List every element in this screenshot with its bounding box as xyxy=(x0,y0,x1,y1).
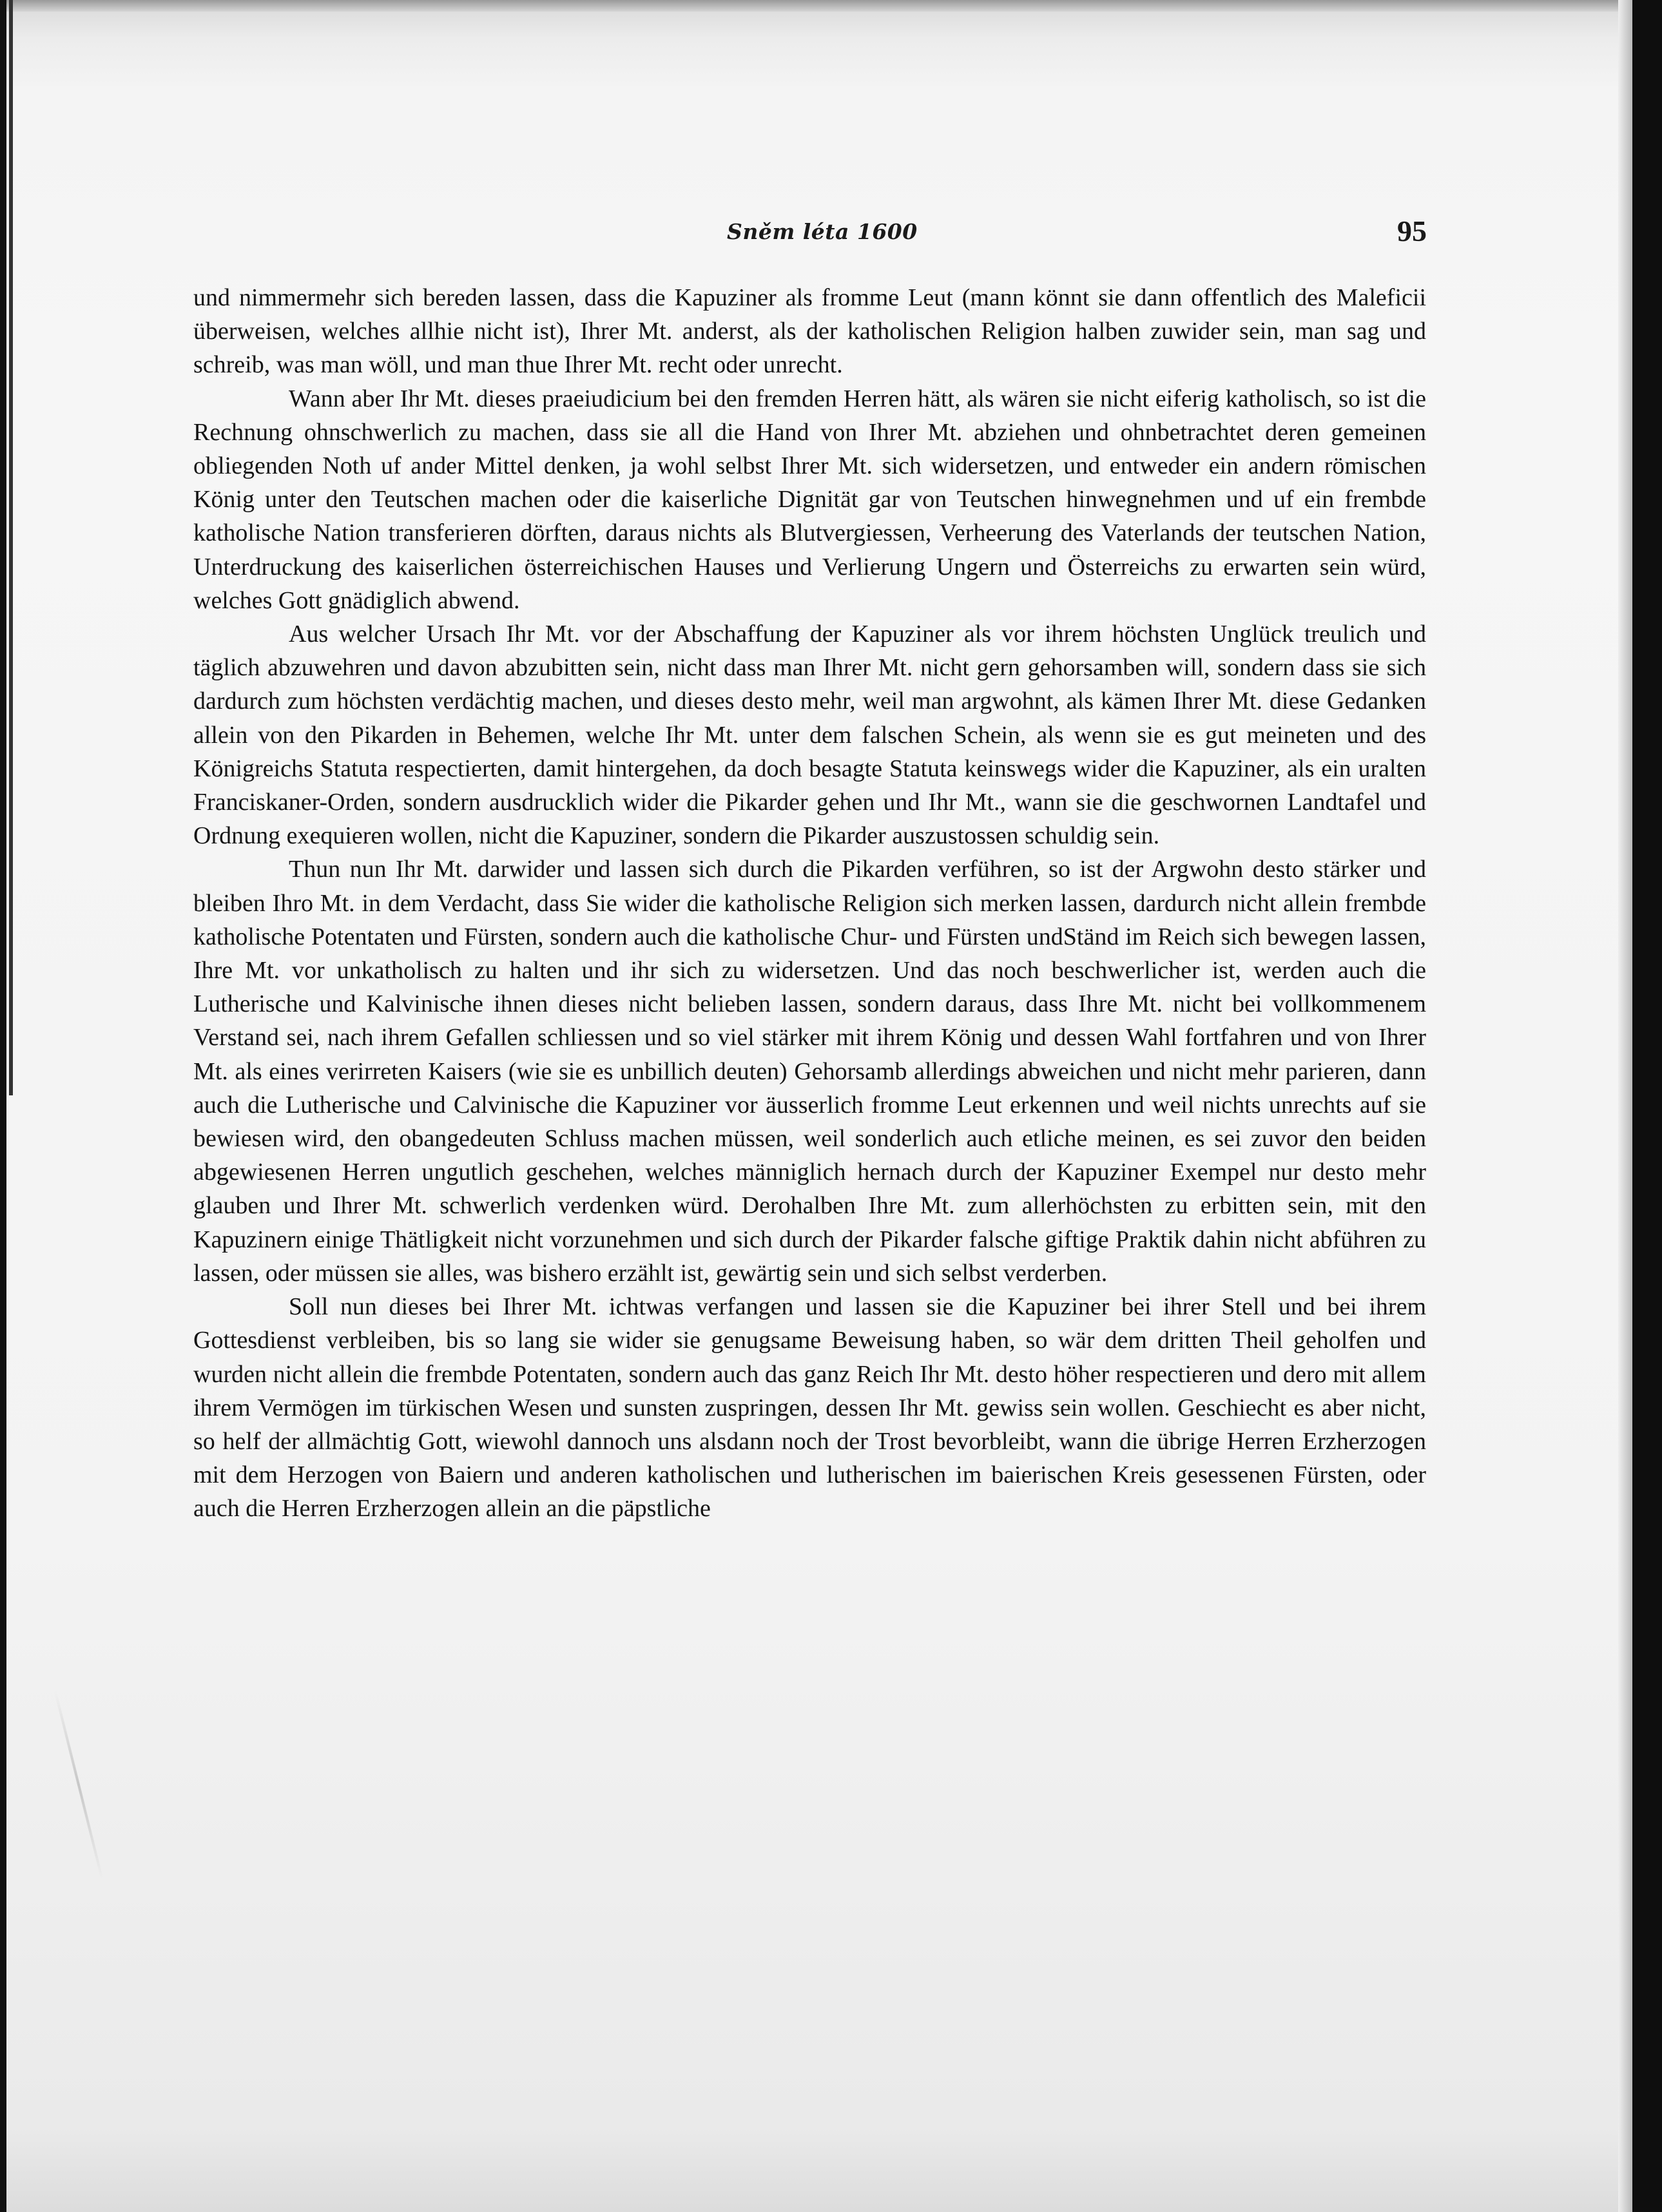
scan-right-shadow xyxy=(1618,0,1632,2212)
paragraph: Soll nun dieses bei Ihrer Mt. ichtwas verfangen und lassen sie die Kapuziner bei ihrer Stell und bei ihrem Gottesdienst verbleiben, bis so lang sie wider sie genugsame Beweisung haben, so wär dem dritten Theil geholfen und wurden nicht allein die frembde Potentaten, sondern auch das ganz Reich Ihr Mt. desto höher respectieren und dero mit allem ihrem Vermögen im türkischen Wesen und sunsten zuspringen, dessen Ihr Mt. gewiss sein wollen. Geschiecht es aber nicht, so helf der allmächtig Gott, wiewohl dannoch uns alsdann noch der Trost bevorbleibt, wann die übrige Herren Erzherzogen mit dem Herzogen von Baiern und anderen katholischen und lutherischen im baierischen Kreis gesessenen Fürsten, oder auch die Herren Erzherzogen allein an die päpstliche xyxy=(193,1293,1426,1523)
running-title: Sněm léta 1600 xyxy=(727,219,918,244)
paragraph: Aus welcher Ursach Ihr Mt. vor der Abschaffung der Kapuziner als vor ihrem höchsten Unglück treulich und täglich abzuwehren und davon abzubitten sein, nicht dass man Ihrer Mt. nicht gern gehorsamben will, sondern dass sie sich dardurch zum höchsten verdächtig machen, und dieses desto mehr, weil man argwohnt, als kämen Ihrer Mt. diese Gedanken allein von den Pikarden in Behemen, welche Ihr Mt. unter dem falschen Schein, als wenn sie es gut meineten und des Königreichs Statuta respectierten, damit hintergehen, da doch besagte Statuta keinswegs wider die Kapuziner, als ein uralten Franciskaner-Orden, sondern ausdrucklich wider die Pikarder gehen und Ihr Mt., wann sie die geschwornen Landtafel und Ordnung exequieren wollen, nicht die Kapuziner, sondern die Pikarder auszustossen schuldig sein. xyxy=(193,620,1426,850)
paragraph: Thun nun Ihr Mt. darwider und lassen sich durch die Pikarden verführen, so ist der Argwohn desto stärker und bleiben Ihro Mt. in dem Verdacht, dass Sie wider die katholische Religion sich merken lassen, dardurch nicht allein frembde katholische Potentaten und Fürsten, sondern auch die katholische Chur- und Fürsten undStänd im Reich sich bewegen lassen, Ihre Mt. vor unkatholisch zu halten und ihr sich zu widersetzen. Und das noch beschwerlicher ist, werden auch die Lutherische und Kalvinische ihnen dieses nicht belieben lassen, sondern daraus, dass Ihre Mt. nicht bei vollkommenem Verstand sei, nach ihrem Gefallen schliessen und so viel stärker mit ihrem König und dessen Wahl fortfahren und von Ihrer Mt. als eines verirreten Kaisers (wie sie es unbillich deuten) Gehorsamb allerdings abweichen und nicht mehr parieren, dann auch die Lutherische und Calvinische die Kapuziner vor äusserlich fromme Leut erkennen und weil nichts unrechts auf sie bewiesen wird, den obangedeuten Schluss machen müssen, weil sonderlich auch etliche meinen, es sei zuvor den beiden abgewiesenen Herren ungutlich geschehen, welches männiglich hernach durch der Kapuziner Exempel nur desto mehr glauben und Ihrer Mt. schwerlich verdenken würd. Derohalben Ihre Mt. zum allerhöchsten zu erbitten sein, mit den Kapuzinern einige Thätligkeit nicht vorzunehmen und sich durch der Pikarder falsche giftige Praktik dahin nicht abführen zu lassen, oder müssen sie alles, was bishero erzählt ist, gewärtig sein und sich selbst verderben. xyxy=(193,856,1426,1287)
scan-left-border xyxy=(0,0,6,2212)
paragraph: Wann aber Ihr Mt. dieses praeiudicium bei den fremden Herren hätt, als wären sie nicht eiferig katholisch, so ist die Rechnung ohnschwerlich zu machen, dass sie all die Hand von Ihrer Mt. abziehen und ohnbetrachtet deren gemeinen obliegenden Noth uf ander Mittel denken, ja wohl selbst Ihrer Mt. sich widersetzen, und entweder ein andern römischen König unter den Teutschen machen oder die kaiserliche Dignität gar von Teutschen hinwegnehmen und uf ein frembde katholische Nation transferieren dörften, daraus nichts als Blutvergiessen, Verheerung des Vaterlands der teutschen Nation, Unterdruckung des kaiserlichen österreichischen Hauses und Verlierung Ungern und Österreichs zu erwarten sein würd, welches Gott gnädiglich abwend. xyxy=(193,385,1426,614)
body-text xyxy=(193,281,1426,1526)
scan-top-shadow xyxy=(0,0,1662,12)
page-number: 95 xyxy=(1397,215,1427,247)
scan-smudge xyxy=(54,1691,103,1879)
scan-right-border xyxy=(1632,0,1662,2212)
paragraph: und nimmermehr sich bereden lassen, dass die Kapuziner als fromme Leut (mann könnt sie dann offentlich des Maleficii überweisen, welches allhie nicht ist), Ihrer Mt. anderst, als der katholischen Religion halben zuwider sein, man sag und schreib, was man wöll, und man thue Ihrer Mt. recht oder unrecht. xyxy=(193,284,1426,379)
scan-left-inner-border xyxy=(9,0,13,1095)
